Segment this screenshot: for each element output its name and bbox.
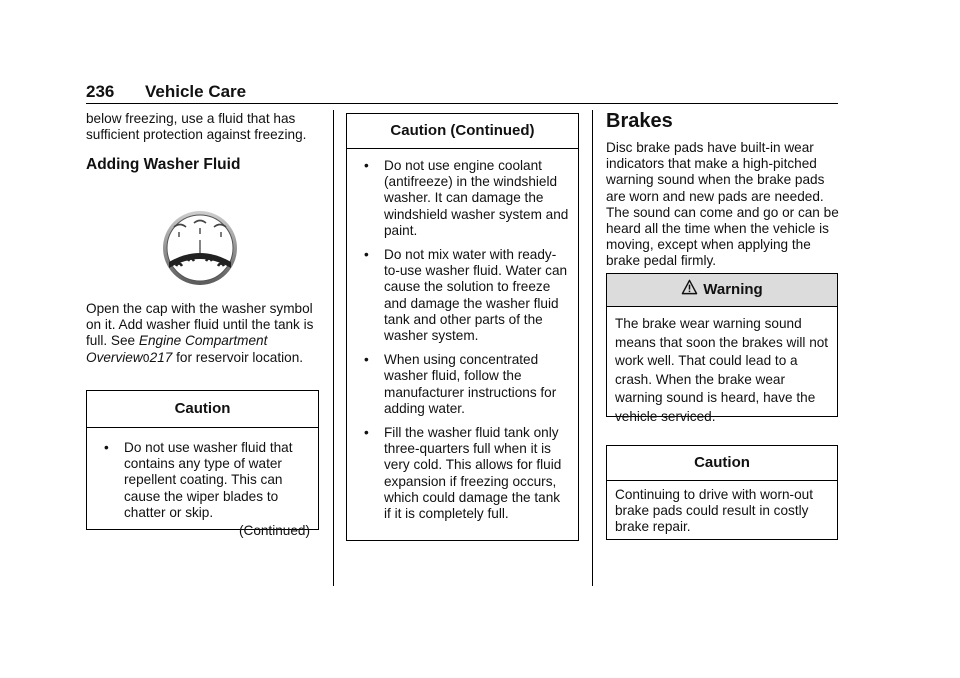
list-item xyxy=(98,440,310,521)
warning-title: Warning xyxy=(703,281,763,298)
caution-list-1 xyxy=(87,428,318,521)
caution-box-continued xyxy=(346,113,579,541)
bullet-text: Do not mix water with ready-to-use washer fluid. Water can cause the solution to freeze and damage the washer fluid tank and other parts of the washer system. xyxy=(384,247,568,344)
instructions-text-end: for reservoir location. xyxy=(172,349,304,365)
caution-box-1 xyxy=(86,390,319,539)
bullet-glyph: • xyxy=(364,158,369,173)
column-1-body xyxy=(86,301,322,367)
list-item xyxy=(358,425,570,522)
bullet-glyph: • xyxy=(104,440,109,455)
section-title: Vehicle Care xyxy=(145,82,247,101)
washer-instructions xyxy=(86,301,322,367)
section-heading-washer: Adding Washer Fluid xyxy=(86,156,241,174)
page-number: 236 xyxy=(86,82,115,101)
engine-compartment-link[interactable]: Engine Compartment Overview xyxy=(86,333,268,365)
warning-text: The brake wear warning sound means that soon the brakes will not work well. That could lead to a crash. When the brake wear warning sound is heard, have the vehicle serviced. xyxy=(615,316,829,424)
list-item xyxy=(358,158,570,239)
page-ref-arrow-icon: 0 xyxy=(142,351,150,365)
instructions-text: Open the cap with the washer symbol on it. Add washer fluid until the tank is full. See xyxy=(86,301,314,349)
page-ref-number[interactable]: 217 xyxy=(149,349,173,365)
header-rule xyxy=(86,103,838,104)
page-header xyxy=(86,82,838,104)
continued-label: (Continued) xyxy=(238,523,310,539)
warning-box xyxy=(606,273,838,424)
column-3 xyxy=(606,110,840,270)
bullet-glyph: • xyxy=(364,425,369,441)
section-heading-brakes: Brakes xyxy=(606,110,673,132)
bullet-text: When using concentrated washer fluid, follow the manufacturer instructions for adding water. xyxy=(384,352,557,416)
caution-title: Caution xyxy=(607,446,837,481)
brakes-paragraph: Disc brake pads have built-in wear indicators that make a high-pitched warning sound when the brake pads are worn and new pads are needed. The sound can come and go or can be heard all the time when the vehicle is moving, except when applying the brake pedal firmly. xyxy=(606,140,839,269)
bullet-text: Do not use engine coolant (antifreeze) in the windshield washer. It can damage the windshield washer system and paint. xyxy=(384,158,569,238)
bullet-glyph: • xyxy=(364,352,369,368)
column-divider-2 xyxy=(592,110,593,586)
list-item xyxy=(358,352,570,417)
bullet-text: Do not use washer fluid that contains any type of water repellent coating. This can cause the wiper blades to chatter or skip. xyxy=(124,440,293,520)
bullet-text: Fill the washer fluid tank only three-quarters full when it is very cold. This allows for fluid expansion if freezing occurs, which could damage the tank if it is completely full. xyxy=(384,425,562,522)
caution-list-2 xyxy=(347,149,578,522)
washer-fluid-symbol-icon xyxy=(158,210,242,290)
caution-continued-title: Caution (Continued) xyxy=(347,114,578,149)
column-1 xyxy=(86,111,322,174)
bullet-glyph: • xyxy=(364,247,369,263)
caution-box-2 xyxy=(606,445,838,540)
caution-text: Continuing to drive with worn-out brake pads could result in costly brake repair. xyxy=(615,487,813,535)
caution-title: Caution xyxy=(87,391,318,428)
intro-paragraph: below freezing, use a fluid that has sufficient protection against freezing. xyxy=(86,111,307,143)
list-item xyxy=(358,247,570,344)
column-divider-1 xyxy=(333,110,334,586)
warning-title-bar xyxy=(607,274,837,307)
warning-symbol-icon xyxy=(681,279,698,296)
